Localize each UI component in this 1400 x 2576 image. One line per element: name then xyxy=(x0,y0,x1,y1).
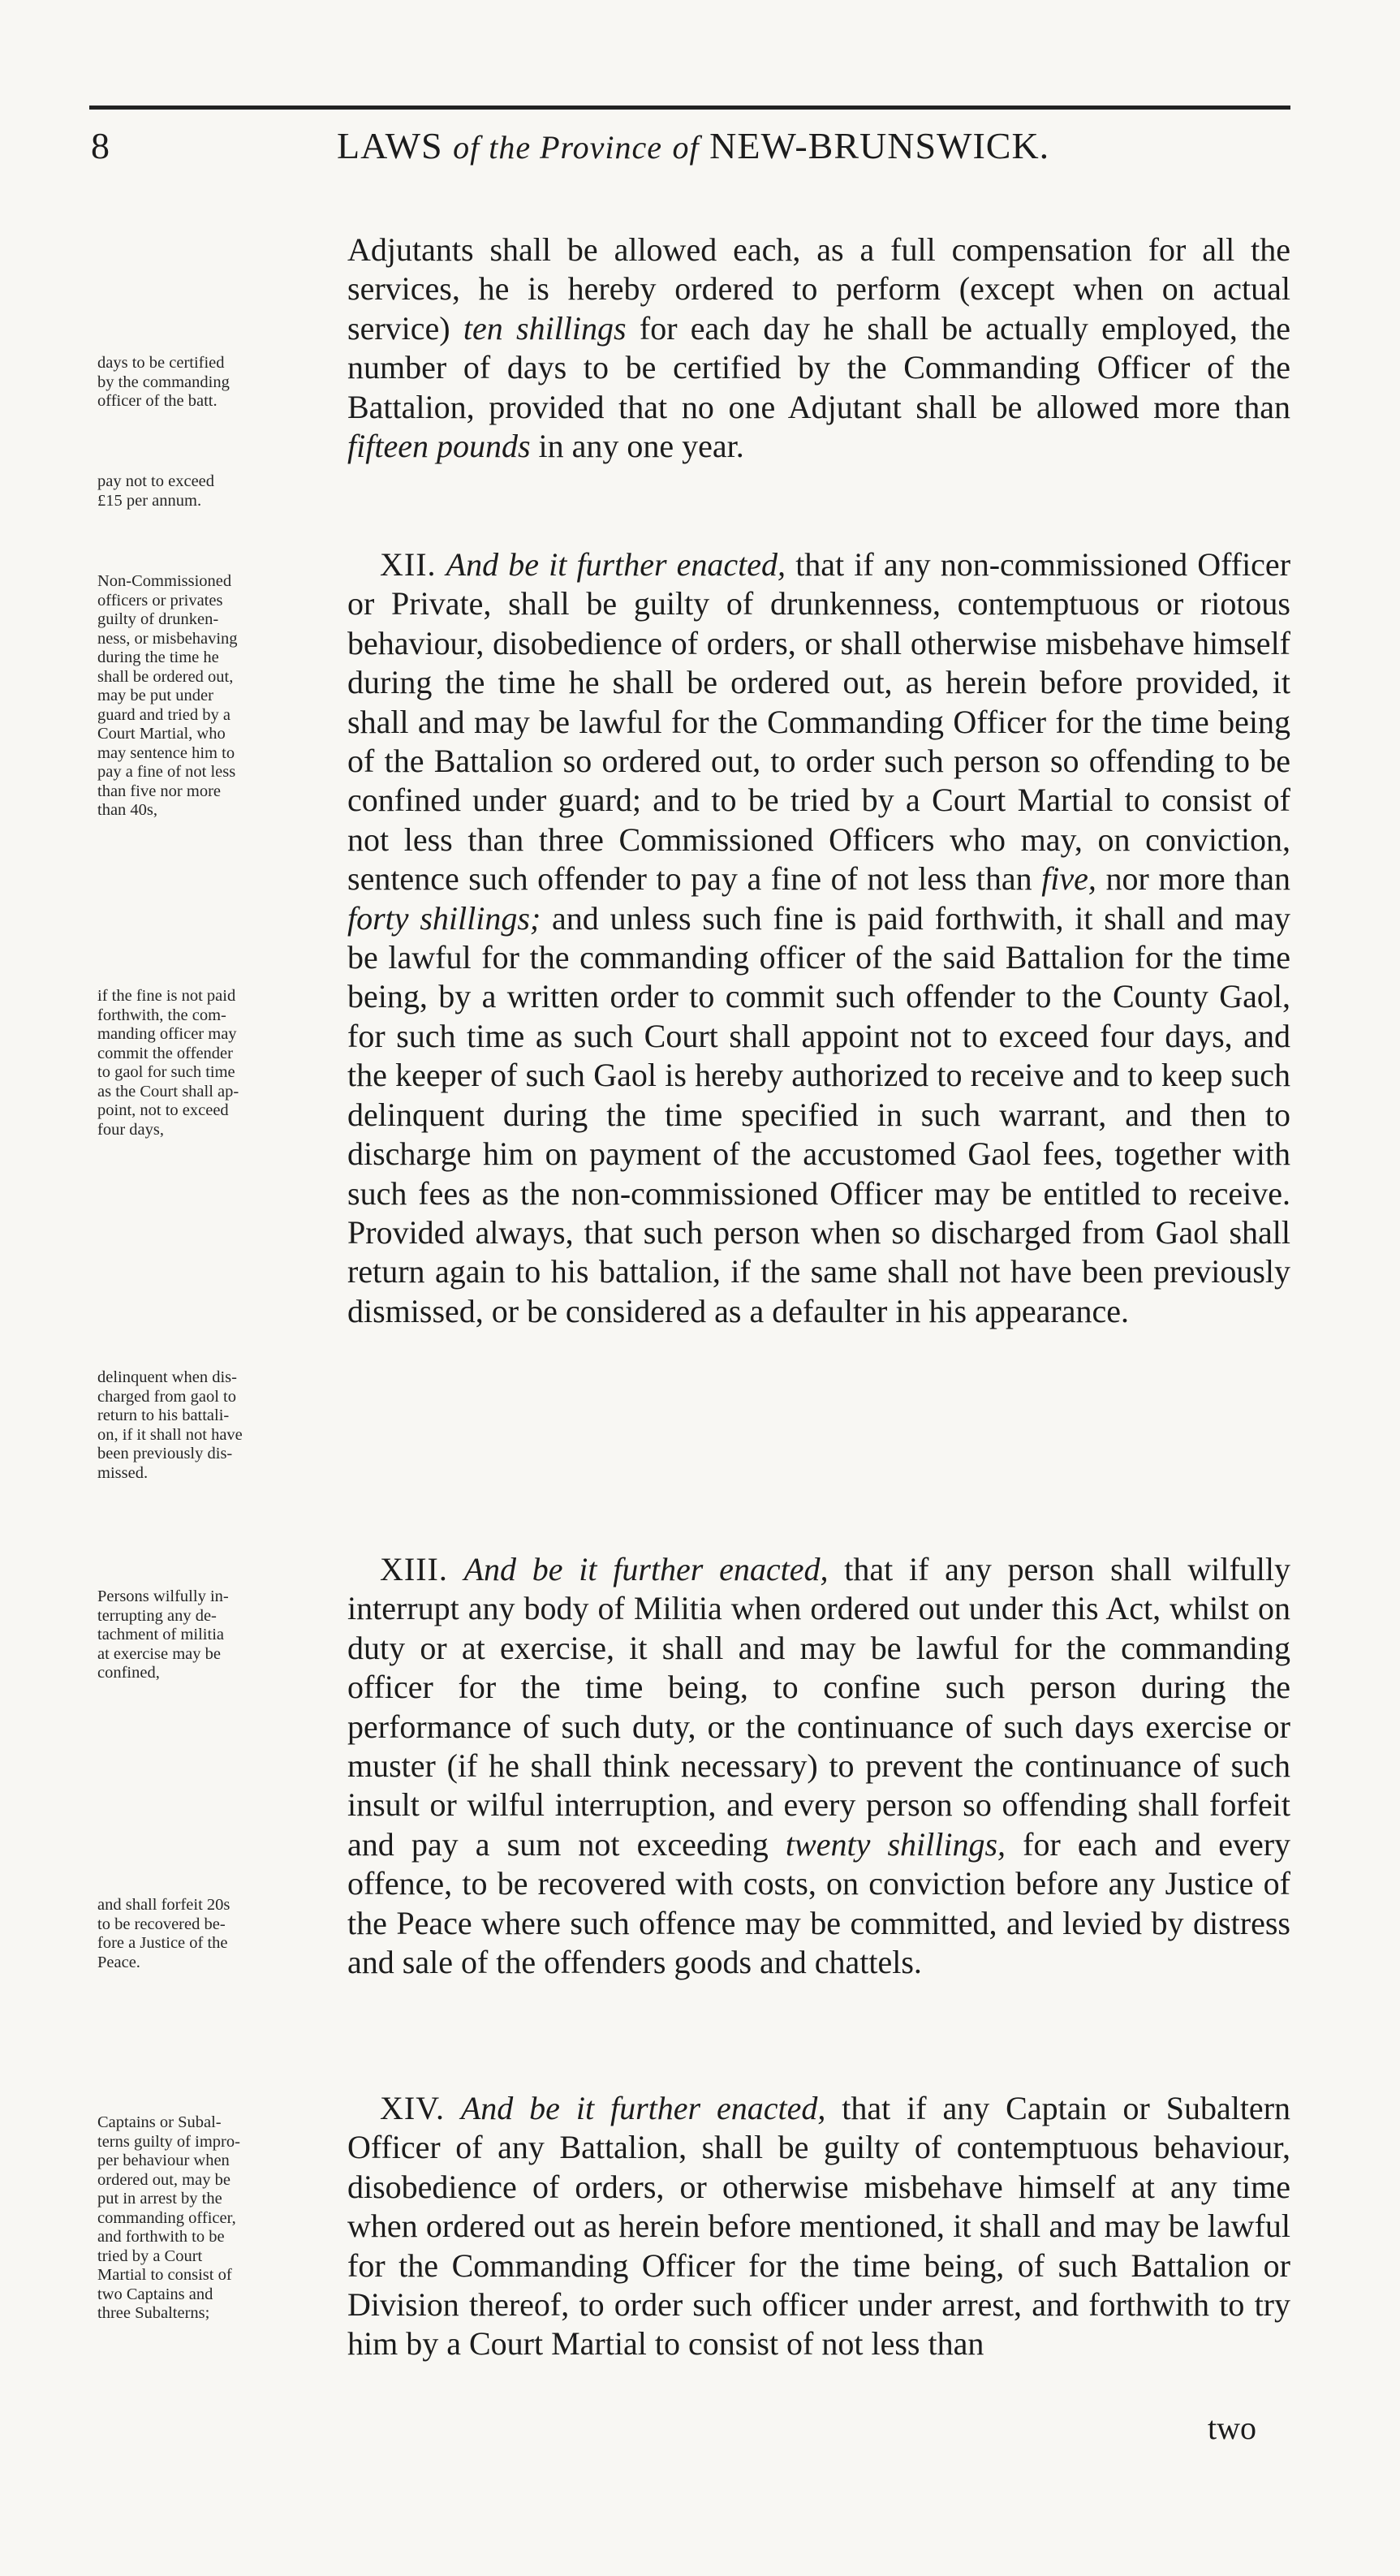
section-number-xiii: XIII. xyxy=(380,1551,448,1587)
header-rule xyxy=(89,106,1290,110)
p1-fifteen-pounds: fifteen pounds xyxy=(347,428,531,465)
margin-note-persons-interrupting: Persons wilfully in- terrupting any de- tachment of militia at exercise may be confined, xyxy=(97,1587,229,1682)
running-head xyxy=(337,122,1049,172)
margin-note-pay-limit: pay not to exceed £15 per annum. xyxy=(97,472,215,510)
section-xii-forty-shillings: forty shillings; xyxy=(347,899,541,937)
running-head-province-name: NEW-BRUNSWICK. xyxy=(709,125,1050,166)
running-head-of: of xyxy=(672,129,700,166)
section-xiii-enacting-clause: And be it further enacted, xyxy=(463,1551,829,1587)
p1-text-e: in any one year. xyxy=(538,428,744,465)
paragraph-adjutants xyxy=(347,230,1290,466)
catchword: two xyxy=(1208,2410,1256,2446)
section-xii xyxy=(347,545,1290,1331)
section-xii-five: five, xyxy=(1041,860,1096,898)
section-xiv xyxy=(347,2089,1290,2364)
margin-note-delinquent: delinquent when dis- charged from gaol to return to his battali- on, if it shall not have been previously dis- missed. xyxy=(97,1368,243,1482)
page-number: 8 xyxy=(91,125,110,166)
p1-ten-shillings: ten shillings xyxy=(463,309,627,347)
section-xii-text-e: and unless such fine is paid forthwith, it shall and may be lawful for the commanding officer of the said Battalion for the time being, by a written order to commit such offender to the County Gaol, for such time as such Court shall appoint not to exceed four days, and the keeper of such Gaol is hereby authorized to receive and to keep such delinquent during the time specified in such warrant, and then to discharge him on payment of the accustomed Gaol fees, together with such fees as the non-commissioned Officer may be entitled to receive. Provided always, that such person when so discharged from Gaol shall return again to his battalion, if the same shall not have been previously dismissed, or be considered as a defaulter in his appearance. xyxy=(347,899,1291,1329)
section-number-xii: XII. xyxy=(380,546,437,583)
section-xiii-text-c: for each and every offence, to be recovered with costs, on conviction before any Justice of the Peace where such offence may be committed, and levied by distress and sale of the offenders goods and chattels. xyxy=(347,1825,1291,1981)
section-xii-text-c: nor more than xyxy=(1105,860,1291,898)
section-xii-text-a: that if any non-commissioned Officer or Private, shall be guilty of drunkenness, contemptuous or riotous behaviour, disobedience of orders, or shall otherwise misbehave himself during the time he shall be ordered out, as herein before provided, it shall and may be lawful for the Commanding Officer for the time being of the Battalion so ordered out, to order such person so offending to be confined under guard; and to be tried by a Court Martial to consist of not less than three Commissioned Officers who may, on conviction, sentence such offender to pay a fine of not less than xyxy=(347,546,1291,898)
margin-note-captains: Captains or Subal- terns guilty of impro- per behaviour when ordered out, may be put in arrest by the commanding officer, and forthwith to be tried by a Court Martial to consist of two Captains and three Subalterns; xyxy=(97,2113,240,2322)
margin-note-fine-not-paid: if the fine is not paid forthwith, the com- manding officer may commit the offender to gaol for such time as the Court shall ap- point, not to exceed four days, xyxy=(97,987,239,1139)
section-xii-enacting-clause: And be it further enacted, xyxy=(446,546,786,583)
section-xiv-enacting-clause: And be it further enacted, xyxy=(460,2090,826,2126)
margin-note-non-commissioned: Non-Commissioned officers or privates guilty of drunken- ness, or misbehaving during the time he shall be ordered out, may be put under guard and tried by a Court Martial, who may sentence him to pay a fine of not less than five nor more than 40s, xyxy=(97,572,238,819)
section-number-xiv: XIV. xyxy=(380,2090,445,2126)
p1-text-c: for each day he shall be actually employed, the number of days to be certified by the Commanding Officer of the Battalion, provided that no one Adjutant shall be allowed more than xyxy=(347,309,1291,425)
section-xiii-text-a: that if any person shall wilfully interrupt any body of Militia when ordered out under this Act, whilst on duty or at exercise, it shall and may be lawful for the commanding officer for the time being, to confine such person during the performance of such duty, or the continuance of such days exercise or muster (if he shall think necessary) to prevent the continuance of such insult or wilful interruption, and every person so offending shall forfeit and pay a sum not exceeding xyxy=(347,1551,1291,1863)
section-xiv-text-a: that if any Captain or Subaltern Officer of any Battalion, shall be guilty of contemptuous behaviour, disobedience of orders, or otherwise misbehave himself at any time when ordered out as herein before mentioned, it shall and may be lawful for the Commanding Officer for the time being, of such Battalion or Division thereof, to order such officer under arrest, and forthwith to try him by a Court Martial to consist of not less than xyxy=(347,2090,1291,2363)
running-head-laws: LAWS xyxy=(337,125,443,166)
section-xiii xyxy=(347,1550,1290,1982)
margin-note-days-certified: days to be certified by the commanding officer of the batt. xyxy=(97,354,230,410)
p1-text-a: Adjutants shall be allowed each, as a full compensation for all the services, he is hereby ordered to perform (except when on actual service) xyxy=(347,231,1290,347)
section-xiii-twenty-shillings: twenty shillings, xyxy=(785,1825,1006,1863)
margin-note-forfeit: and shall forfeit 20s to be recovered be- fore a Justice of the Peace. xyxy=(97,1896,230,1971)
running-head-of-the-province: of the Province xyxy=(453,129,663,166)
